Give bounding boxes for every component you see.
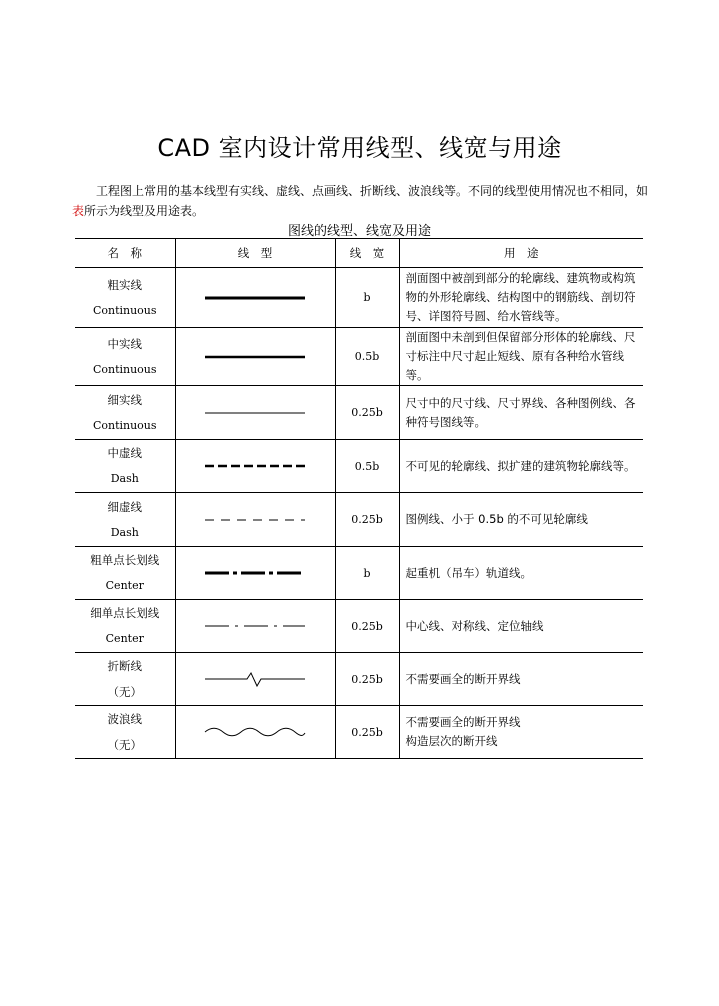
line-width-cell: 0.25b [335,706,399,759]
table-row [75,386,643,440]
line-use-cell: 不可见的轮廓线、拟扩建的建筑物轮廓线等。 [399,440,643,493]
page-title: CAD 室内设计常用线型、线宽与用途 [157,134,562,162]
table-caption: 图线的线型、线宽及用途 [287,224,431,239]
line-name-cell: 细实线 Continuous [75,386,175,440]
wavy-line-sample [175,706,335,759]
line-name-cell: 细虚线 Dash [75,493,175,547]
line-width-cell: b [335,547,399,600]
line-width-cell: b [335,268,399,328]
intro-paragraph: 工程图上常用的基本线型有实线、虚线、点画线、折断线、波浪线等。不同的线型使用情况也不相同，如表所示为线型及用途表。 [72,184,649,218]
thin-center-sample [175,600,335,653]
table-header-row [75,239,643,268]
table-row [75,706,643,759]
line-name-cell: 波浪线 （无） [75,706,175,759]
table-row [75,653,643,706]
thick-solid-sample [175,268,335,328]
table-reference: 表 [72,204,85,218]
line-width-cell: 0.25b [335,386,399,440]
table-row [75,493,643,547]
header-type: 线 型 [175,239,335,268]
line-use-cell: 图例线、小于 0.5b 的不可见轮廓线 [399,493,643,547]
line-name-cell: 粗实线 Continuous [75,268,175,328]
table-row [75,440,643,493]
line-use-cell: 不需要画全的断开界线 [399,653,643,706]
line-name-cell: 细单点长划线 Center [75,600,175,653]
line-name-cell: 中实线 Continuous [75,328,175,386]
line-width-cell: 0.25b [335,493,399,547]
line-width-cell: 0.25b [335,600,399,653]
line-name-cell: 中虚线 Dash [75,440,175,493]
table-row [75,328,643,386]
thick-center-sample [175,547,335,600]
table-row [75,600,643,653]
table-row [75,547,643,600]
line-name-cell: 粗单点长划线 Center [75,547,175,600]
break-line-sample [175,653,335,706]
line-use-cell: 不需要画全的断开界线 构造层次的断开线 [399,706,643,759]
table-row [75,268,643,328]
line-use-cell: 尺寸中的尺寸线、尺寸界线、各种图例线、各种符号图线等。 [399,386,643,440]
medium-solid-sample [175,328,335,386]
header-use: 用 途 [399,239,643,268]
line-width-cell: 0.5b [335,440,399,493]
thin-solid-sample [175,386,335,440]
line-use-cell: 起重机（吊车）轨道线。 [399,547,643,600]
header-name: 名 称 [75,239,175,268]
medium-dash-sample [175,440,335,493]
line-width-cell: 0.5b [335,328,399,386]
line-name-cell: 折断线 （无） [75,653,175,706]
line-width-cell: 0.25b [335,653,399,706]
header-width: 线 宽 [335,239,399,268]
line-type-table [75,238,643,759]
thin-dash-sample [175,493,335,547]
line-use-cell: 剖面图中未剖到但保留部分形体的轮廓线、尺寸标注中尺寸起止短线、原有各种给水管线等。 [399,328,643,386]
line-use-cell: 中心线、对称线、定位轴线 [399,600,643,653]
line-use-cell: 剖面图中被剖到部分的轮廓线、建筑物或构筑物的外形轮廓线、结构图中的钢筋线、剖切符号、详图符号圆、给水管线等。 [399,268,643,328]
